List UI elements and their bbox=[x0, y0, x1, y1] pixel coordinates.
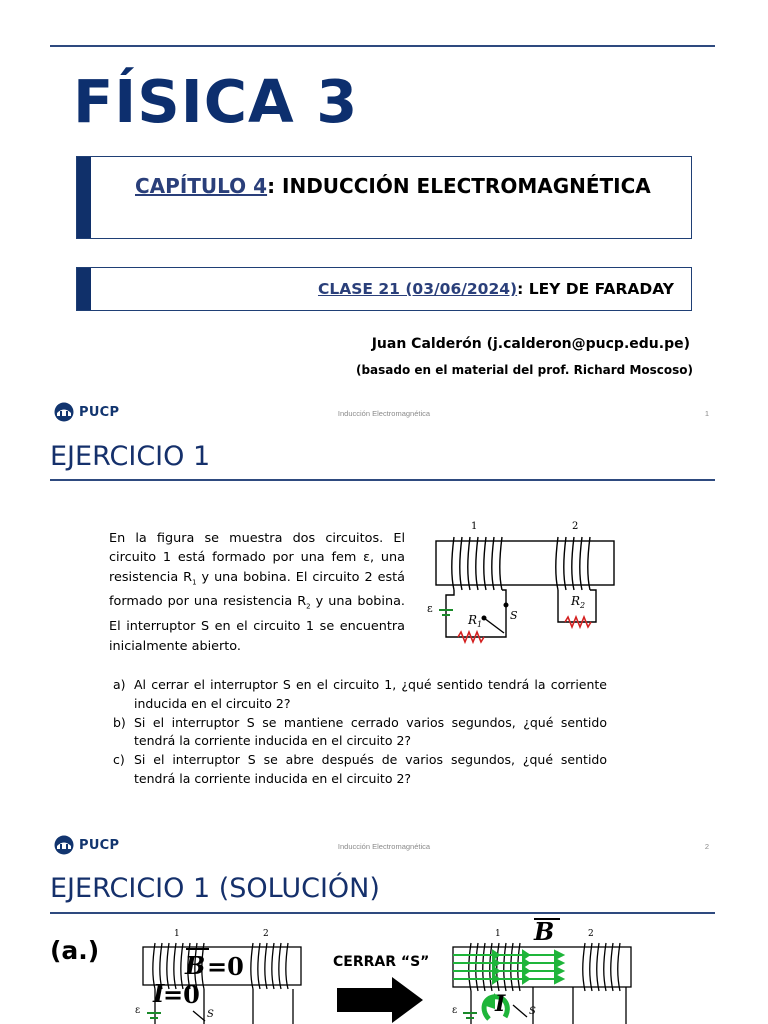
part-a-label: (a.) bbox=[50, 936, 100, 965]
emf-source bbox=[463, 1013, 477, 1018]
question-label: b) bbox=[113, 714, 126, 730]
switch-label: S bbox=[529, 1006, 536, 1017]
class-topic: : LEY DE FARADAY bbox=[517, 280, 674, 298]
r1-label bbox=[467, 613, 482, 629]
question-text: Si el interruptor S se abre después de varios segundos, ¿qué sentido tendrá la corriente inducida en el circuito 2? bbox=[134, 752, 607, 786]
switch bbox=[482, 603, 508, 633]
r2-subscript: 2 bbox=[580, 601, 586, 610]
circuit-figure bbox=[424, 515, 629, 650]
solution-title: EJERCICIO 1 (SOLUCIÓN) bbox=[50, 873, 380, 904]
r2-label bbox=[570, 594, 585, 610]
chapter-box-accent bbox=[77, 157, 91, 238]
b-field-symbol: B bbox=[185, 951, 206, 980]
chapter-heading bbox=[135, 174, 651, 198]
coil-2 bbox=[251, 943, 288, 989]
current-symbol: I bbox=[153, 979, 165, 1008]
b-field-value: =0 bbox=[207, 952, 244, 981]
emf-label: ε bbox=[427, 602, 433, 615]
based-on-line: (basado en el material del prof. Richard Moscoso) bbox=[355, 363, 693, 377]
coil-2-label: 2 bbox=[588, 929, 594, 939]
problem-statement bbox=[109, 529, 405, 656]
pucp-logo-text: PUCP bbox=[79, 837, 120, 853]
class-box bbox=[76, 267, 692, 311]
question-item bbox=[113, 751, 607, 789]
switch-label: S bbox=[510, 609, 518, 622]
section-title: EJERCICIO 1 bbox=[50, 441, 211, 472]
coil-1-label: 1 bbox=[471, 521, 478, 532]
current-value: =0 bbox=[163, 980, 200, 1009]
emf-label: ε bbox=[452, 1005, 458, 1016]
question-item bbox=[113, 676, 607, 714]
solution-figure-before bbox=[133, 925, 308, 1024]
chapter-link[interactable]: CAPÍTULO 4 bbox=[135, 174, 268, 198]
r2-letter: R bbox=[571, 594, 581, 608]
pucp-logo-text: PUCP bbox=[79, 404, 120, 420]
section-rule bbox=[50, 479, 715, 481]
b-field-symbol: B bbox=[534, 917, 555, 946]
solution-rule bbox=[50, 912, 715, 914]
problem-text-2: y una bobina. El circuito 2 está formado por una resistencia R bbox=[109, 569, 405, 610]
coil-1-label: 1 bbox=[174, 929, 180, 939]
coil-2 bbox=[556, 537, 590, 590]
slide-page-number: 1 bbox=[704, 409, 709, 418]
class-heading bbox=[318, 280, 674, 298]
r1-letter: R bbox=[468, 613, 478, 627]
chapter-box bbox=[76, 156, 692, 239]
slide-header-title: Inducción Electromagnética bbox=[337, 842, 431, 851]
slide1-top-rule bbox=[50, 45, 715, 47]
problem-sub-1: 1 bbox=[192, 578, 197, 587]
problem-sub-2: 2 bbox=[306, 602, 311, 611]
emf-source bbox=[147, 1013, 161, 1018]
emf-label: ε bbox=[135, 1005, 141, 1016]
problem-text-3: y una bobina. El interruptor S en el circuito 1 se encuentra inicialmente abierto. bbox=[109, 594, 405, 654]
coil-2-label: 2 bbox=[263, 929, 269, 939]
switch-label: S bbox=[207, 1009, 214, 1020]
current-symbol: I bbox=[495, 991, 506, 1017]
question-label: c) bbox=[113, 752, 125, 768]
slide-page-number: 2 bbox=[704, 842, 709, 851]
question-text: Si el interruptor S se mantiene cerrado varios segundos, ¿qué sentido tendrá la corriente inducida en el circuito 2? bbox=[134, 714, 607, 749]
coil-2 bbox=[583, 943, 620, 991]
coil-1 bbox=[452, 537, 502, 590]
coil-2-label: 2 bbox=[572, 521, 579, 532]
r1-subscript: 1 bbox=[477, 620, 483, 629]
author-line: Juan Calderón (j.calderon@pucp.edu.pe) bbox=[371, 336, 690, 352]
question-text: Al cerrar el interruptor S en el circuito 1, ¿qué sentido tendrá la corriente inducida en el circuito 2? bbox=[134, 677, 607, 711]
question-item bbox=[113, 714, 607, 752]
slide-header-title: Inducción Electromagnética bbox=[337, 409, 431, 418]
chapter-name: : INDUCCIÓN ELECTROMAGNÉTICA bbox=[267, 174, 651, 198]
question-label: a) bbox=[113, 677, 126, 692]
problem-text-1: En la figura se muestra dos circuitos. El circuito 1 está formado por una fem ε, una resistencia R bbox=[109, 531, 405, 585]
right-arrow-icon bbox=[337, 975, 427, 1024]
question-list bbox=[113, 676, 607, 789]
class-link[interactable]: CLASE 21 (03/06/2024) bbox=[317, 280, 518, 298]
class-box-accent bbox=[77, 268, 91, 310]
solution-figure-after bbox=[443, 915, 643, 1024]
course-title: FÍSICA 3 bbox=[73, 67, 359, 136]
coil-1-label: 1 bbox=[495, 929, 501, 939]
close-switch-label: CERRAR “S” bbox=[333, 954, 430, 970]
